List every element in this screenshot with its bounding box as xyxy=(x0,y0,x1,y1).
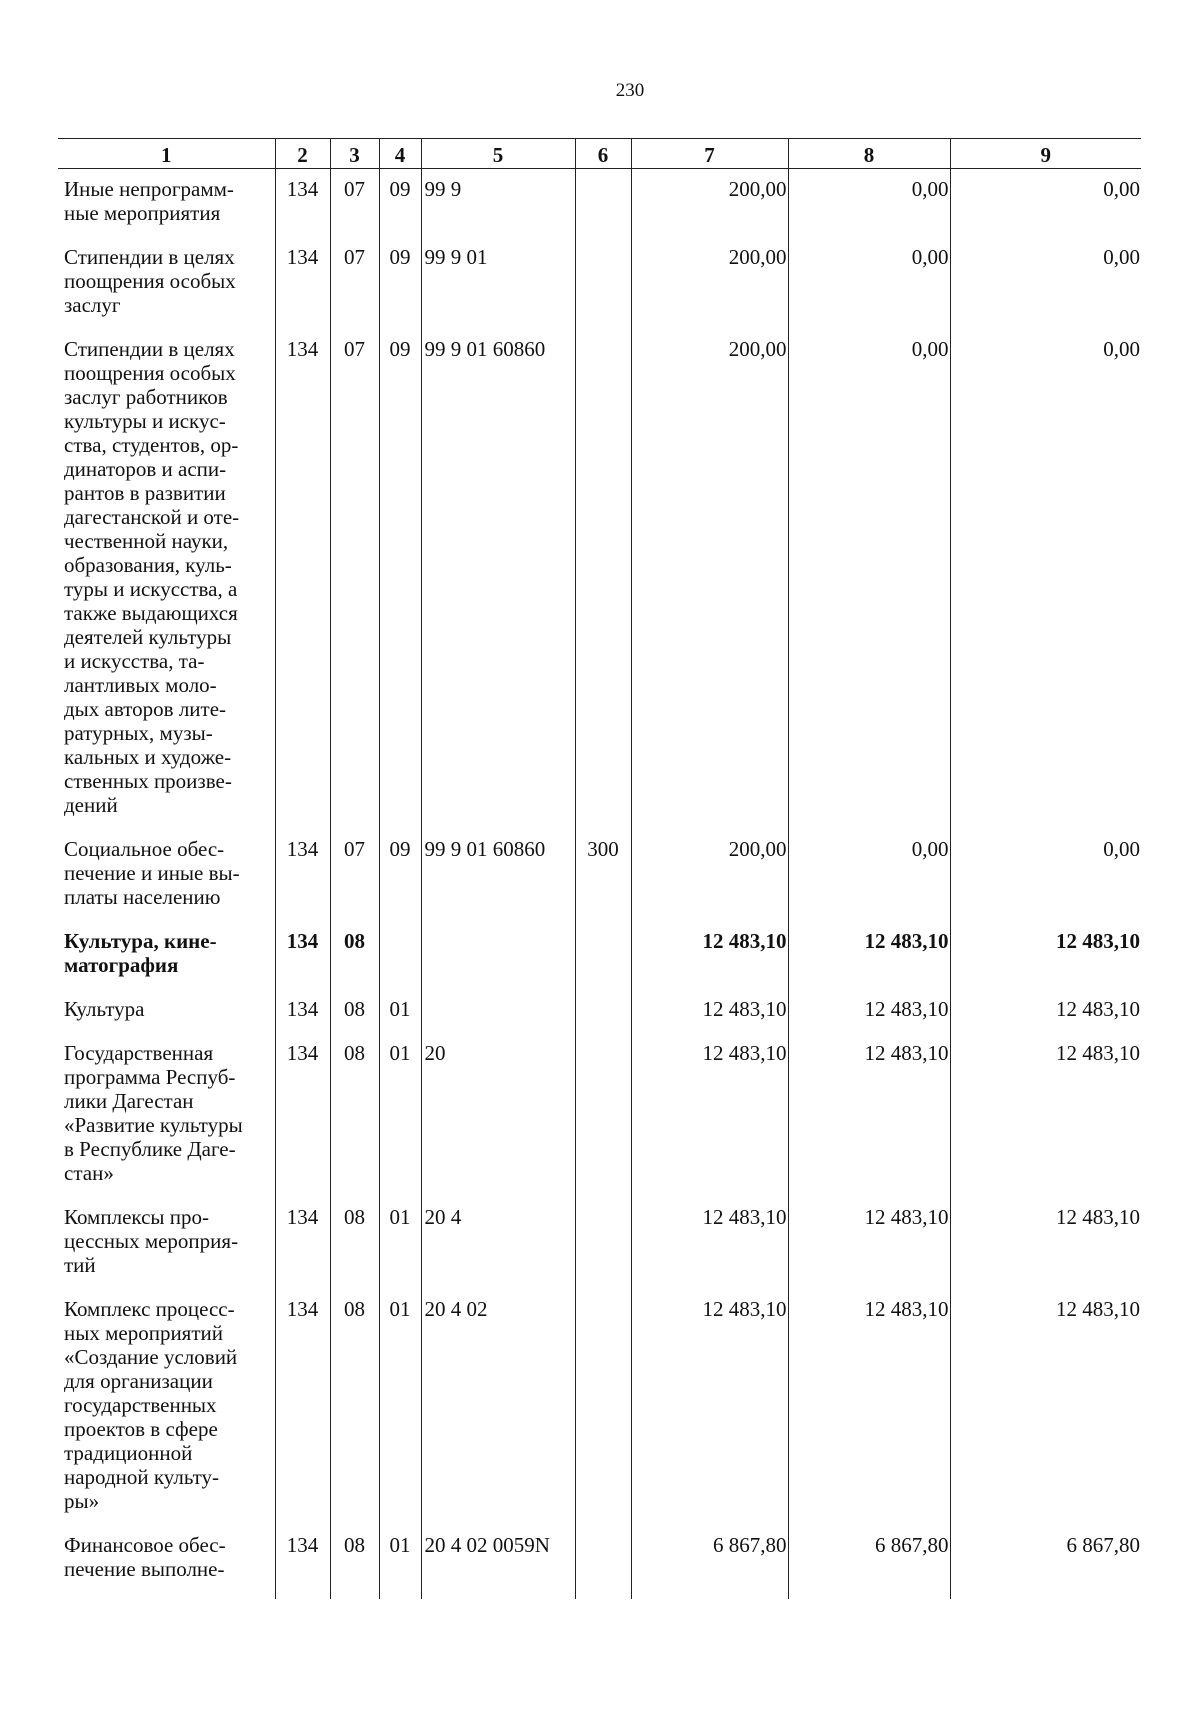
target-article: 20 4 02 xyxy=(421,1289,575,1525)
row-name: Стипендии в целях поощрения особых заслуг xyxy=(64,245,236,317)
table-row xyxy=(58,237,1141,329)
table-row xyxy=(58,1033,1141,1197)
amount-col9: 0,00 xyxy=(950,329,1141,829)
section-code: 08 xyxy=(330,921,379,989)
amount-col8: 0,00 xyxy=(788,169,950,238)
admin-code: 134 xyxy=(275,329,330,829)
amount-col9: 0,00 xyxy=(950,169,1141,238)
expense-type xyxy=(575,921,631,989)
expense-type xyxy=(575,237,631,329)
amount-col9: 0,00 xyxy=(950,829,1141,921)
row-name: Культура, кине- матография xyxy=(64,929,217,977)
column-header-3: 3 xyxy=(330,139,379,169)
row-name: Социальное обес- печение и иные вы- платы населению xyxy=(64,837,240,909)
table-body xyxy=(58,169,1141,1600)
section-code: 07 xyxy=(330,169,379,238)
amount-col9: 12 483,10 xyxy=(950,1289,1141,1525)
expense-type xyxy=(575,1525,631,1599)
subsection-code: 09 xyxy=(379,169,421,238)
amount-col9: 6 867,80 xyxy=(950,1525,1141,1599)
target-article xyxy=(421,921,575,989)
amount-col7: 200,00 xyxy=(631,329,788,829)
amount-col8: 12 483,10 xyxy=(788,1289,950,1525)
column-header-8: 8 xyxy=(788,139,950,169)
row-name: Финансовое обес- печение выполне- xyxy=(64,1533,226,1581)
subsection-code xyxy=(379,921,421,989)
section-code: 08 xyxy=(330,1289,379,1525)
table-row xyxy=(58,329,1141,829)
subsection-code: 01 xyxy=(379,1033,421,1197)
section-code: 07 xyxy=(330,329,379,829)
target-article: 99 9 01 60860 xyxy=(421,829,575,921)
amount-col7: 200,00 xyxy=(631,169,788,238)
amount-col7: 12 483,10 xyxy=(631,1197,788,1289)
amount-col8: 0,00 xyxy=(788,329,950,829)
amount-col7: 12 483,10 xyxy=(631,989,788,1033)
column-header-7: 7 xyxy=(631,139,788,169)
column-header-4: 4 xyxy=(379,139,421,169)
admin-code: 134 xyxy=(275,829,330,921)
amount-col9: 12 483,10 xyxy=(950,1033,1141,1197)
admin-code: 134 xyxy=(275,989,330,1033)
table-row xyxy=(58,169,1141,238)
amount-col7: 12 483,10 xyxy=(631,921,788,989)
subsection-code: 01 xyxy=(379,1525,421,1599)
table-row xyxy=(58,921,1141,989)
section-code: 08 xyxy=(330,989,379,1033)
column-header-5: 5 xyxy=(421,139,575,169)
row-name: Государственная программа Респуб- лики Дагестан «Развитие культуры в Республике Даге- стан» xyxy=(64,1041,243,1185)
expense-type xyxy=(575,169,631,238)
table-row xyxy=(58,829,1141,921)
admin-code: 134 xyxy=(275,169,330,238)
amount-col8: 0,00 xyxy=(788,829,950,921)
subsection-code: 09 xyxy=(379,829,421,921)
column-header-6: 6 xyxy=(575,139,631,169)
column-header-1: 1 xyxy=(58,139,275,169)
amount-col7: 200,00 xyxy=(631,829,788,921)
amount-col9: 0,00 xyxy=(950,237,1141,329)
amount-col7: 12 483,10 xyxy=(631,1033,788,1197)
subsection-code: 09 xyxy=(379,329,421,829)
target-article: 99 9 01 xyxy=(421,237,575,329)
target-article: 20 4 xyxy=(421,1197,575,1289)
admin-code: 134 xyxy=(275,1033,330,1197)
amount-col8: 12 483,10 xyxy=(788,989,950,1033)
section-code: 08 xyxy=(330,1197,379,1289)
row-name: Культура xyxy=(64,997,145,1021)
table-row xyxy=(58,1289,1141,1525)
admin-code: 134 xyxy=(275,921,330,989)
subsection-code: 01 xyxy=(379,1289,421,1525)
column-header-9: 9 xyxy=(950,139,1141,169)
section-code: 08 xyxy=(330,1033,379,1197)
section-code: 08 xyxy=(330,1525,379,1599)
section-code: 07 xyxy=(330,237,379,329)
row-name: Комплекс процесс- ных мероприятий «Создание условий для организации государственных проектов в сфере традиционной народной культу- ры» xyxy=(64,1297,238,1513)
amount-col8: 12 483,10 xyxy=(788,1197,950,1289)
admin-code: 134 xyxy=(275,1525,330,1599)
table-row xyxy=(58,1525,1141,1599)
target-article xyxy=(421,989,575,1033)
subsection-code: 01 xyxy=(379,989,421,1033)
column-header-2: 2 xyxy=(275,139,330,169)
row-name: Иные непрограмм- ные мероприятия xyxy=(64,177,234,225)
table-row xyxy=(58,989,1141,1033)
subsection-code: 01 xyxy=(379,1197,421,1289)
expense-type xyxy=(575,1033,631,1197)
amount-col8: 12 483,10 xyxy=(788,921,950,989)
row-name: Стипендии в целях поощрения особых заслуг работников культуры и искус- ства, студентов, ор- динаторов и аспи- рантов в развитии дагестанской и оте- чественной науки, образования, куль- туры и искусства, а также выдающихся деятелей культуры и искусства, та- лантливых моло- дых авторов лите- ратурных, музы- кальных и художе- ственных произве- дений xyxy=(64,337,240,817)
admin-code: 134 xyxy=(275,237,330,329)
page-number: 230 xyxy=(615,80,645,101)
expense-type xyxy=(575,1197,631,1289)
table-row xyxy=(58,1197,1141,1289)
expense-type xyxy=(575,329,631,829)
subsection-code: 09 xyxy=(379,237,421,329)
amount-col7: 200,00 xyxy=(631,237,788,329)
admin-code: 134 xyxy=(275,1197,330,1289)
amount-col9: 12 483,10 xyxy=(950,989,1141,1033)
target-article: 99 9 xyxy=(421,169,575,238)
expense-type: 300 xyxy=(575,829,631,921)
target-article: 20 4 02 0059N xyxy=(421,1525,575,1599)
amount-col9: 12 483,10 xyxy=(950,921,1141,989)
amount-col9: 12 483,10 xyxy=(950,1197,1141,1289)
amount-col8: 12 483,10 xyxy=(788,1033,950,1197)
amount-col7: 6 867,80 xyxy=(631,1525,788,1599)
admin-code: 134 xyxy=(275,1289,330,1525)
budget-table xyxy=(58,138,1141,1599)
amount-col8: 0,00 xyxy=(788,237,950,329)
header-row xyxy=(58,139,1141,169)
amount-col8: 6 867,80 xyxy=(788,1525,950,1599)
expense-type xyxy=(575,989,631,1033)
amount-col7: 12 483,10 xyxy=(631,1289,788,1525)
target-article: 20 xyxy=(421,1033,575,1197)
expense-type xyxy=(575,1289,631,1525)
section-code: 07 xyxy=(330,829,379,921)
row-name: Комплексы про- цессных мероприя- тий xyxy=(64,1205,239,1277)
target-article: 99 9 01 60860 xyxy=(421,329,575,829)
